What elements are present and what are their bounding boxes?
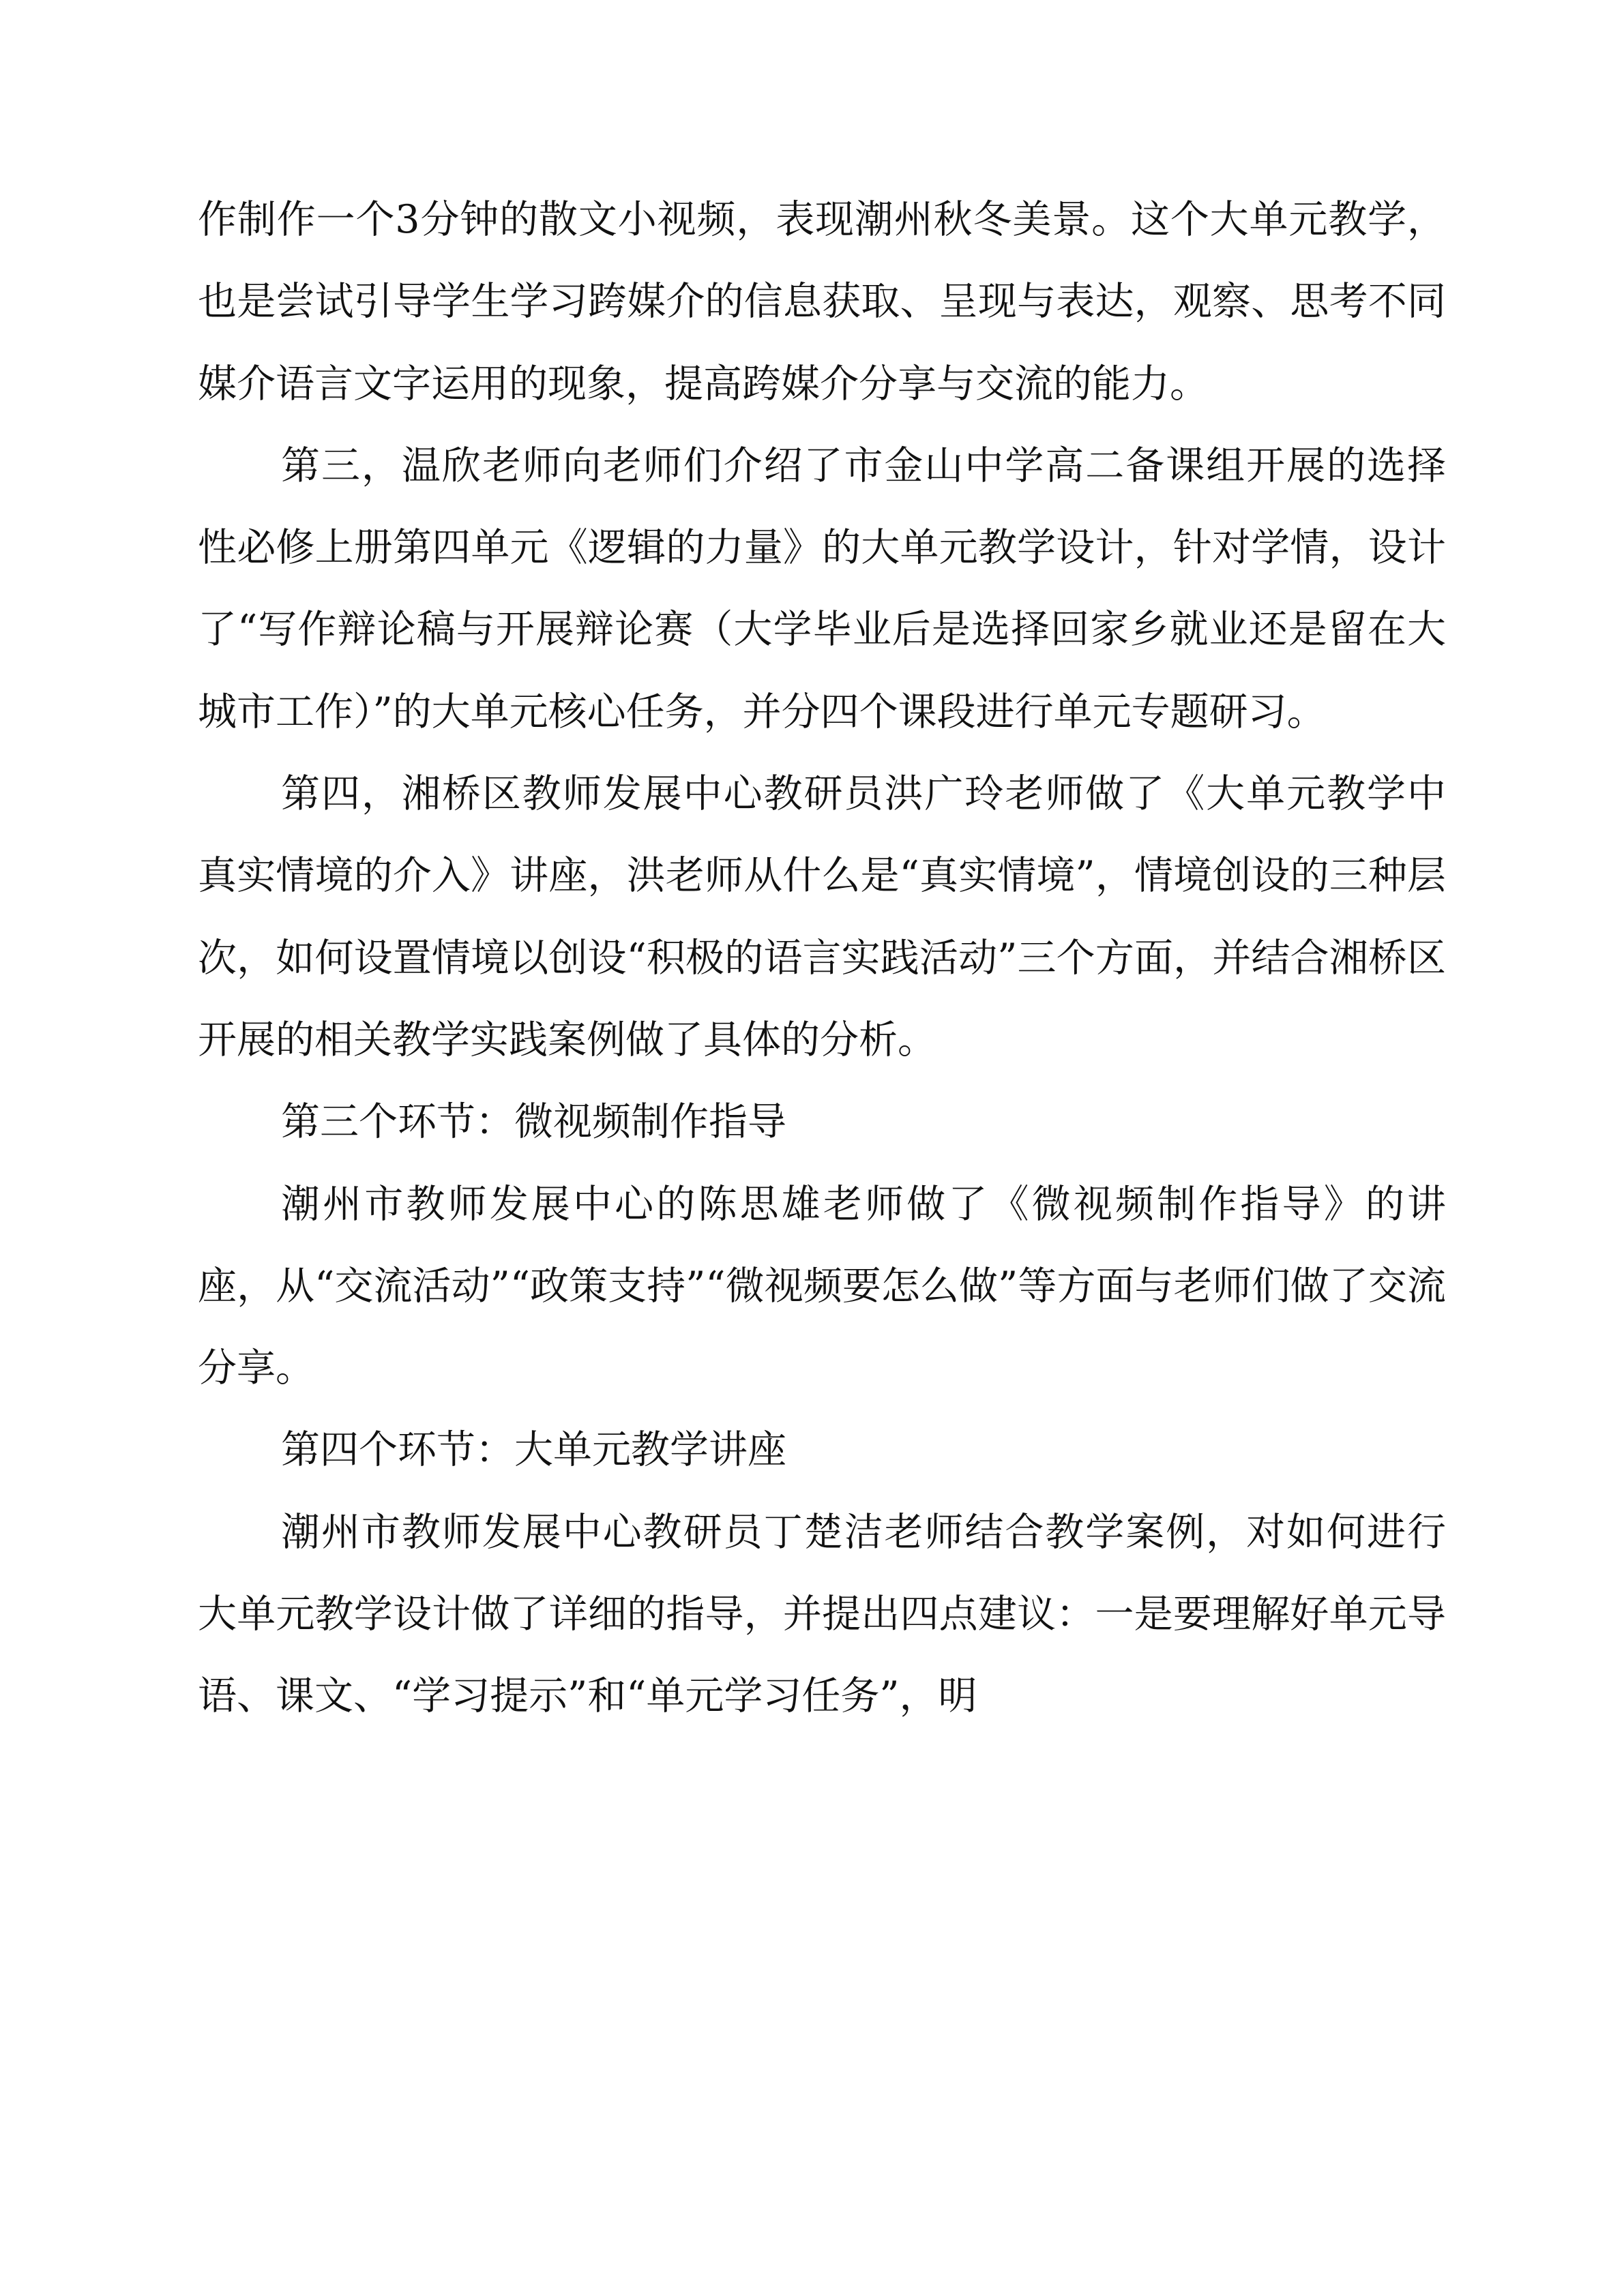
paragraph-fourth-point: 第四，湘桥区教师发展中心教研员洪广玲老师做了《大单元教学中真实情境的介入》讲座，洪老师从什么是“真实情境”，情境创设的三种层次，如何设置情境以创设“积极的语言实践活动”三个方面，并结合湘桥区开展的相关教学实践案例做了具体的分析。 [198,771,1446,1062]
paragraph-third-point: 第三，温欣老师向老师们介绍了市金山中学高二备课组开展的选择性必修上册第四单元《逻辑的力量》的大单元教学设计，针对学情，设计了“写作辩论稿与开展辩论赛（大学毕业后是选择回家乡就业还是留在大城市工作）”的大单元核心任务，并分四个课段进行单元专题研习。 [198,443,1446,734]
document-body [198,179,1446,1738]
section-heading-fourth-segment: 第四个环节：大单元教学讲座 [281,1427,786,1473]
paragraph-continuation: 作制作一个3分钟的散文小视频，表现潮州秋冬美景。这个大单元教学，也是尝试引导学生学习跨媒介的信息获取、呈现与表达，观察、思考不同媒介语言文字运用的现象，提高跨媒介分享与交流的能力。 [198,197,1446,406]
paragraph-unit-teaching-lecture: 潮州市教师发展中心教研员丁楚洁老师结合教学案例，对如何进行大单元教学设计做了详细的指导，并提出四点建议：一是要理解好单元导语、课文、“学习提示”和“单元学习任务”，明 [198,1509,1446,1719]
section-heading-third-segment: 第三个环节：微视频制作指导 [281,1099,786,1145]
paragraph-video-guidance: 潮州市教师发展中心的陈思雄老师做了《微视频制作指导》的讲座，从“交流活动”“政策支持”“微视频要怎么做”等方面与老师们做了交流分享。 [198,1181,1446,1391]
